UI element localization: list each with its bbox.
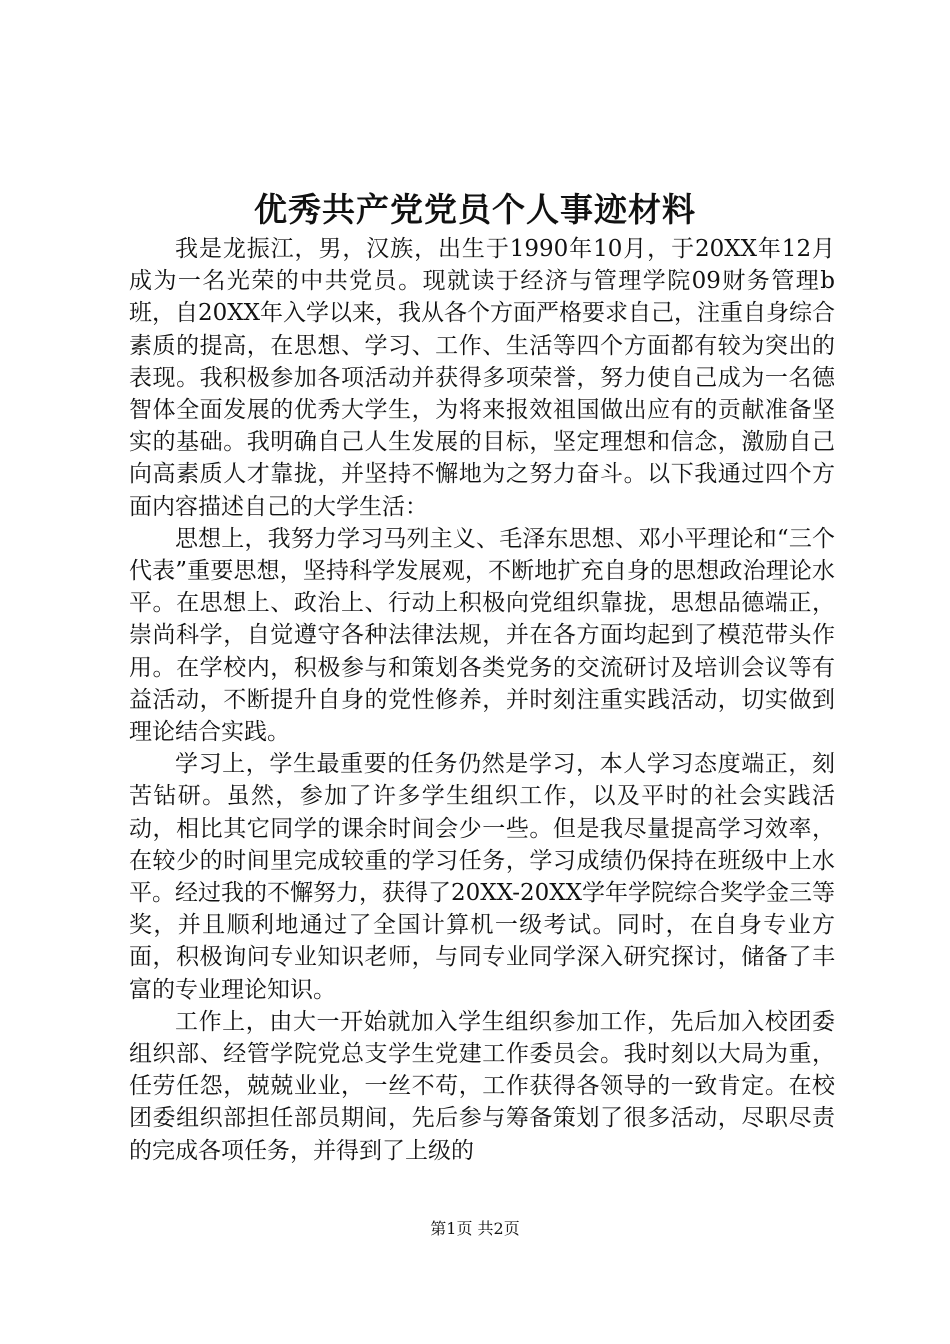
paragraph-study: 学习上，学生最重要的任务仍然是学习，本人学习态度端正，刻苦钻研。虽然，参加了许多学生组织工作，以及平时的社会实践活动，相比其它同学的课余时间会少一些。但是我尽量提高学习效率，在较少的时间里完成较重的学习任务，学习成绩仍保持在班级中上水平。经过我的不懈努力，获得了20XX-20XX学年学院综合奖学金三等奖，并且顺利地通过了全国计算机一级考试。同时，在自身专业方面，积极询问专业知识老师，与同专业同学深入研究探讨，储备了丰富的专业理论知识。	[129, 751, 835, 1003]
document-title: 优秀共产党党员个人事迹材料	[254, 190, 696, 229]
paragraph-intro: 我是龙振江，男，汉族，出生于1990年10月，于20XX年12月成为一名光荣的中共党员。现就读于经济与管理学院09财务管理b班，自20XX年入学以来，我从各个方面严格要求自己，注重自身综合素质的提高，在思想、学习、工作、生活等四个方面都有较为突出的表现。我积极参加各项活动并获得多项荣誉，努力使自己成为一名德智体全面发展的优秀大学生，为将来报效祖国做出应有的贡献准备坚实的基础。我明确自己人生发展的目标，坚定理想和信念，激励自己向高素质人才靠拢，并坚持不懈地为之努力奋斗。以下我通过四个方面内容描述自己的大学生活：	[129, 236, 836, 520]
paragraph-work: 工作上，由大一开始就加入学生组织参加工作，先后加入校团委组织部、经管学院党总支学生党建工作委员会。我时刻以大局为重，任劳任怨，兢兢业业，一丝不苟，工作获得各领导的一致肯定。在校团委组织部担任部员期间，先后参与筹备策划了很多活动，尽职尽责的完成各项任务，并得到了上级的	[129, 1008, 835, 1164]
document-body	[129, 233, 835, 1167]
paragraph-ideology: 思想上，我努力学习马列主义、毛泽东思想、邓小平理论和“三个代表”重要思想，坚持科学发展观，不断地扩充自身的思想政治理论水平。在思想上、政治上、行动上积极向党组织靠拢，思想品德端正，崇尚科学，自觉遵守各种法律法规，并在各方面均起到了模范带头作用。在学校内，积极参与和策划各类党务的交流研讨及培训会议等有益活动，不断提升自身的党性修养，并时刻注重实践活动，切实做到理论结合实践。	[129, 525, 835, 746]
page-number-footer: 第1页 共2页	[430, 1219, 520, 1238]
